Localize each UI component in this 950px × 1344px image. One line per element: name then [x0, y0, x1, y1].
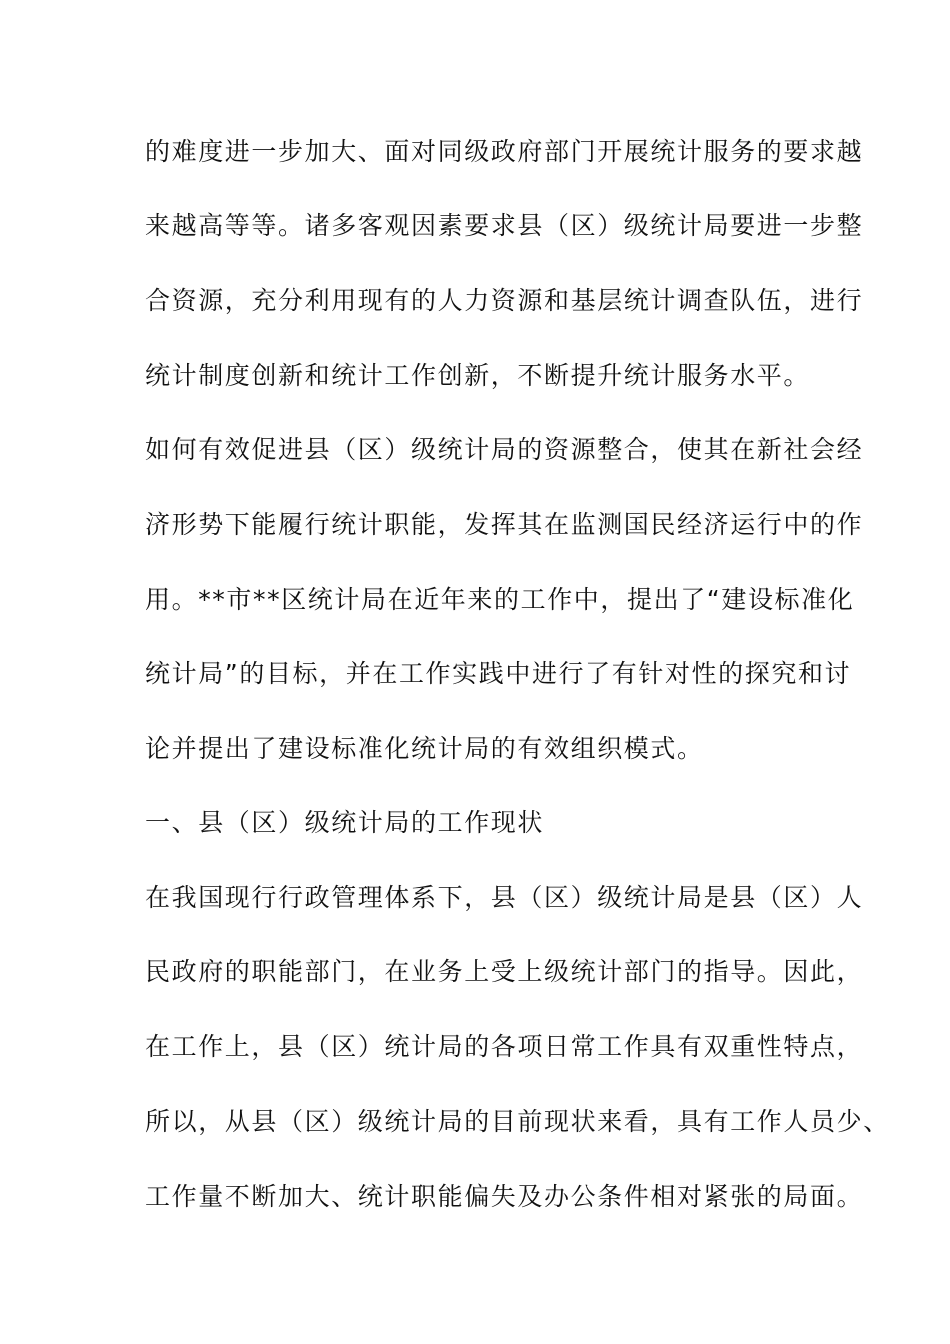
section-heading: 一、县（区）级统计局的工作现状 [145, 808, 545, 837]
text-line: 统计制度创新和统计工作创新，不断提升统计服务水平。 [145, 361, 811, 390]
text-line: 来越高等等。诸多客观因素要求县（区）级统计局要进一步整 [145, 211, 864, 240]
text-line: 工作量不断加大、统计职能偏失及办公条件相对紧张的局面。 [145, 1182, 864, 1211]
text-line: 论并提出了建设标准化统计局的有效组织模式。 [145, 734, 704, 763]
text-line: 用。**市**区统计局在近年来的工作中，提出了“建设标准化 [145, 585, 855, 614]
text-line: 合资源，充分利用现有的人力资源和基层统计调查队伍，进行 [145, 286, 864, 315]
text-line: 统计局”的目标，并在工作实践中进行了有针对性的探究和讨 [145, 659, 852, 688]
text-line: 在工作上，县（区）统计局的各项日常工作具有双重性特点， [145, 1032, 864, 1061]
text-line: 民政府的职能部门，在业务上受上级统计部门的指导。因此， [145, 957, 864, 986]
text-line: 在我国现行行政管理体系下，县（区）级统计局是县（区）人 [145, 883, 864, 912]
text-line: 如何有效促进县（区）级统计局的资源整合，使其在新社会经 [145, 435, 864, 464]
text-line: 所以，从县（区）级统计局的目前现状来看，具有工作人员少、 [145, 1107, 890, 1136]
text-line: 的难度进一步加大、面对同级政府部门开展统计服务的要求越 [145, 137, 864, 166]
text-line: 济形势下能履行统计职能，发挥其在监测国民经济运行中的作 [145, 510, 864, 539]
